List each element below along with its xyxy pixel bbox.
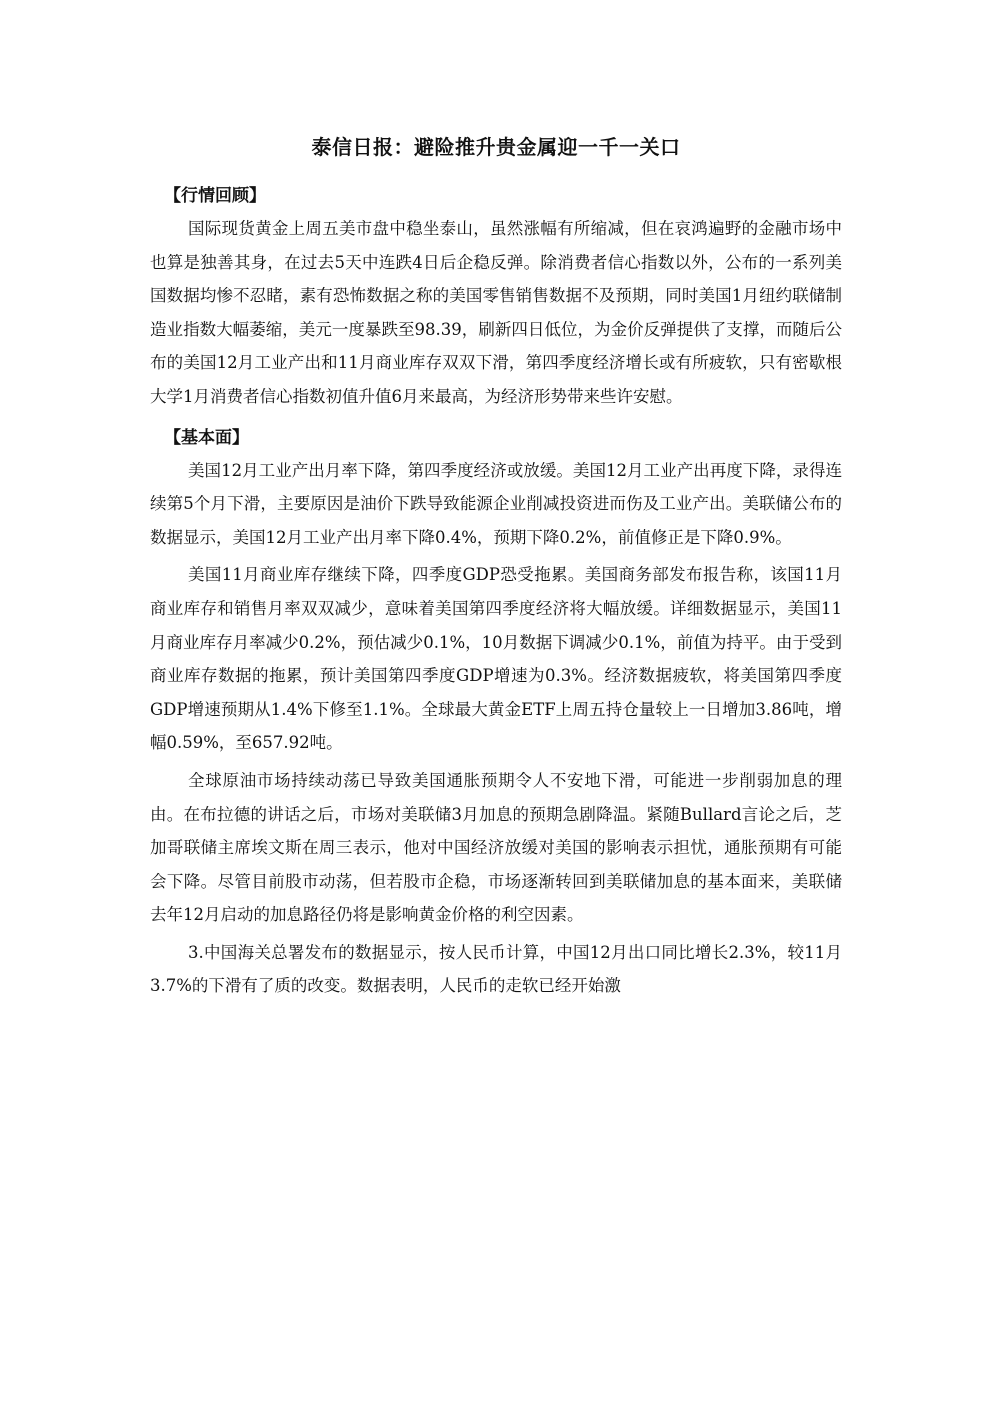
paragraph-china-exports: 3.中国海关总署发布的数据显示，按人民币计算，中国12月出口同比增长2.3%，较11月3.7%的下滑有了质的改变。数据表明，人民币的走软已经开始激 xyxy=(150,942,842,996)
paragraph-industrial-output: 美国12月工业产出月率下降，第四季度经济或放缓。美国12月工业产出再度下降，录得连续第5个月下滑，主要原因是油价下跌导致能源企业削减投资进而伤及工业产出。美联储公布的数据显示，美国12月工业产出月率下降0.4%，预期下降0.2%，前值修正是下降0.9%。 xyxy=(150,460,842,547)
section-heading-market-review: 【行情回顾】 xyxy=(164,186,266,206)
document-title: 泰信日报：避险推升贵金属迎一千一关口 xyxy=(311,135,681,159)
paragraph-business-inventory: 美国11月商业库存继续下降，四季度GDP恐受拖累。美国商务部发布报告称，该国11月商业库存和销售月率双双减少，意味着美国第四季度经济将大幅放缓。详细数据显示，美国11月商业库存月率减少0.2%，预估减少0.1%，10月数据下调减少0.1%，前值为持平。由于受到商业库存数据的拖累，预计美国第四季度GDP增速为0.3%。经济数据疲软，将美国第四季度GDP增速预期从1.4%下修至1.1%。全球最大黄金ETF上周五持仓量较上一日增加3.86吨，增幅0.59%，至657.92吨。 xyxy=(150,565,842,753)
section-heading-fundamentals: 【基本面】 xyxy=(164,427,249,448)
paragraph-oil-market: 全球原油市场持续动荡已导致美国通胀预期令人不安地下滑，可能进一步削弱加息的理由。在布拉德的讲话之后，市场对美联储3月加息的预期急剧降温。紧随Bullard言论之后，芝加哥联储主席埃文斯在周三表示，他对中国经济放缓对美国的影响表示担忧，通胀预期有可能会下降。尽管目前股市动荡，但若股市企稳，市场逐渐转回到美联储加息的基本面来，美联储去年12月启动的加息路径仍将是影响黄金价格的利空因素。 xyxy=(150,770,842,925)
paragraph-market-review: 国际现货黄金上周五美市盘中稳坐泰山，虽然涨幅有所缩减，但在哀鸿遍野的金融市场中也算是独善其身，在过去5天中连跌4日后企稳反弹。除消费者信心指数以外，公布的一系列美国数据均惨不忍睹，素有恐怖数据之称的美国零售销售数据不及预期，同时美国1月纽约联储制造业指数大幅萎缩，美元一度暴跌至98.39，刷新四日低位，为金价反弹提供了支撑，而随后公布的美国12月工业产出和11月商业库存双双下滑，第四季度经济增长或有所疲软，只有密歇根大学1月消费者信心指数初值升值6月来最高，为经济形势带来些许安慰。 xyxy=(150,219,842,406)
document-page xyxy=(150,124,842,1003)
